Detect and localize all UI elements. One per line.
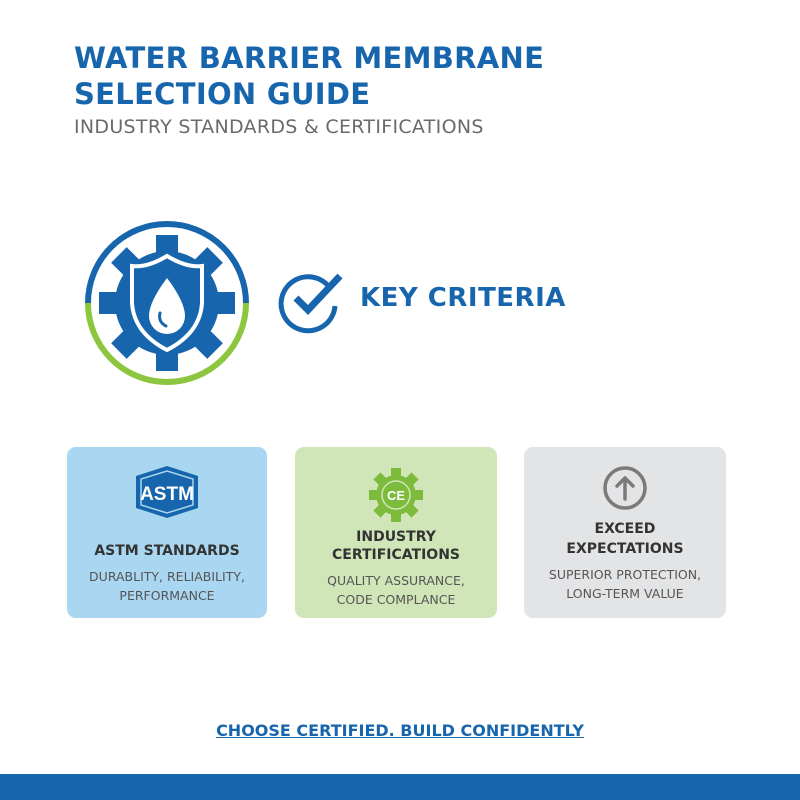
- cta-link[interactable]: CHOOSE CERTIFIED. BUILD CONFIDENTLY: [216, 721, 584, 740]
- card-industry-certifications: [295, 447, 497, 618]
- card-desc-line-1: QUALITY ASSURANCE,: [327, 573, 465, 588]
- page-title: [74, 40, 544, 112]
- card-desc-line-1: SUPERIOR PROTECTION,: [548, 567, 702, 582]
- svg-text:ASTM: ASTM: [140, 484, 194, 505]
- key-criteria-heading: KEY CRITERIA: [360, 283, 566, 313]
- card-title-line-1: INDUSTRY: [356, 529, 436, 545]
- gear-shield-water-drop-icon: [82, 218, 252, 388]
- card-exceed-expectations: [524, 447, 726, 618]
- card-title-line-1: EXCEED: [594, 521, 656, 537]
- footer-bar: [0, 774, 800, 800]
- astm-logo-icon: [132, 464, 202, 520]
- card-desc-line-2: CODE COMPLANCE: [336, 592, 456, 607]
- card-desc-line-2: PERFORMANCE: [119, 588, 215, 603]
- card-title-line-2: EXPECTATIONS: [566, 541, 684, 557]
- title-line-1: WATER BARRIER MEMBRANE: [74, 41, 545, 75]
- title-line-2: SELECTION GUIDE: [74, 77, 371, 111]
- card-title: ASTM STANDARDS: [94, 543, 240, 559]
- svg-text:CE: CE: [386, 488, 406, 503]
- page-subtitle: INDUSTRY STANDARDS & CERTIFICATIONS: [74, 116, 484, 138]
- ce-certification-badge-icon: [368, 467, 424, 523]
- card-astm-standards: [67, 447, 267, 618]
- card-desc-line-1: DURABLITY, RELIABILITY,: [89, 569, 245, 584]
- card-desc-line-2: LONG-TERM VALUE: [566, 586, 684, 601]
- check-circle-icon: [278, 266, 346, 334]
- arrow-up-circle-icon: [601, 464, 649, 512]
- card-title-line-2: CERTIFICATIONS: [331, 547, 460, 563]
